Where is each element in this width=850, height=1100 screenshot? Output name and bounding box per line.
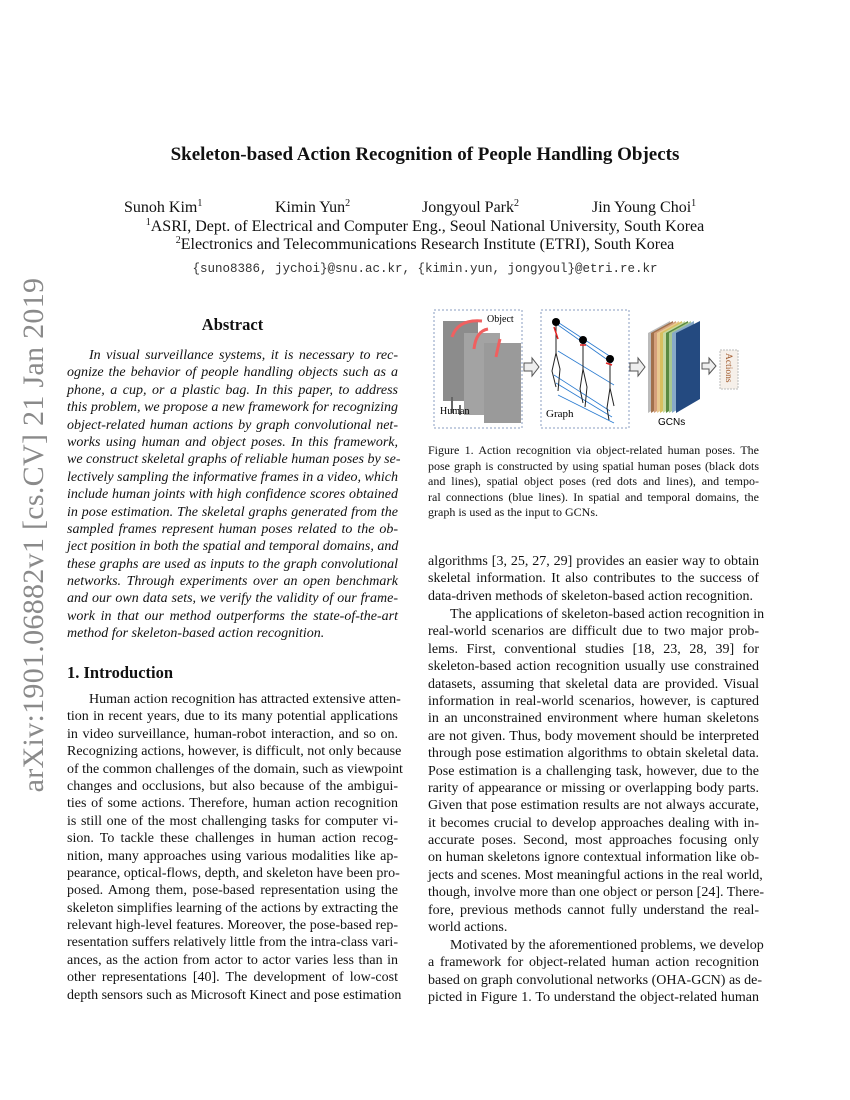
text-line: accurate poses. Second, most approaches focusing only — [428, 833, 759, 849]
text-line: ral connections (blue lines). In spatial and temporal domains, the — [428, 489, 759, 504]
text-line: and lines), spatial object poses (red dots and lines), and tempo- — [428, 474, 759, 489]
arrow-icon — [702, 358, 716, 374]
author: Kimin Yun$^2$ — [275, 198, 351, 216]
body-paragraph — [428, 553, 759, 605]
text-line: Motivated by the aforementioned problems, we develop — [450, 938, 764, 953]
text-line: posed. Among them, pose-based representation using the — [67, 883, 398, 899]
text-line: ject position in both the spatial and temporal domains, and — [67, 539, 399, 555]
body-paragraph — [428, 606, 765, 936]
text-line: is still one of the most challenging tasks for computer vi- — [67, 813, 398, 829]
text-line: are not given. Thus, body movement should be interpreted — [428, 728, 759, 744]
text-line: skeletal information. It also contributes to the success of — [428, 571, 759, 587]
text-line: it becomes crucial to develop approaches dealing with in- — [428, 815, 759, 831]
arrow-icon — [630, 358, 645, 376]
text-line: Figure 1. Action recognition via object-related human poses. The — [428, 443, 759, 457]
text-line: through pose estimation algorithms to obtain skeletal data. — [428, 746, 759, 762]
text-line: Given that pose estimation results are not always accurate, — [428, 798, 759, 814]
text-line: of the common challenges of the domain, such as viewpoint — [67, 761, 403, 777]
text-line: Human action recognition has attracted extensive atten- — [89, 692, 401, 707]
text-line: graph is used as the input to GCNs. — [428, 505, 598, 520]
text-line: resentation suffers relatively little from the intra-class vari- — [67, 935, 398, 951]
text-line: relevant high-level features. Moreover, the pose-based rep- — [67, 918, 398, 934]
text-line: Recognizing actions, however, is difficult, not only because — [67, 744, 402, 760]
text-line: we construct skeletal graphs of reliable human poses by se- — [67, 452, 401, 468]
text-line: in video surveillance, human-robot interaction, and so on. — [67, 726, 398, 742]
author: Jongyoul Park$^2$ — [422, 198, 519, 216]
introduction-body — [67, 691, 403, 1004]
affiliation: $^2$Electronics and Telecommunications Research Institute (ETRI), South Korea — [175, 235, 675, 253]
text-line: include human joints with high confidence scores obtained — [67, 487, 398, 503]
text-line: data-driven methods of skeleton-based action recognition. — [428, 588, 754, 604]
body-paragraph — [428, 937, 764, 1007]
text-line: object-related human actions by graph convolutional net- — [67, 417, 398, 433]
text-line: in pose estimation. The skeletal graphs generated from the — [67, 504, 398, 520]
object-label: Object — [487, 314, 514, 325]
author: Sunoh Kim$^1$ — [124, 198, 203, 216]
text-line: though, involve more than one object or person [24]. There- — [428, 885, 765, 901]
text-line: real-world scenarios are difficult due to two major prob- — [428, 624, 759, 640]
text-line: ances, as the action from actor to actor varies less than in — [67, 952, 398, 968]
text-line: lectively sampling the informative frames in a video, which — [67, 469, 398, 485]
human-label: Human — [440, 406, 470, 417]
text-line: nition, many approaches using various modalities like ap- — [67, 848, 398, 864]
text-line: other representations [40]. The development of low-cost — [67, 970, 398, 986]
text-line: skeleton simplifies learning of the actions by extracting the — [67, 900, 399, 916]
figure-1-caption — [428, 443, 759, 521]
text-line: changes and occlusions, but also because of the ambigui- — [67, 778, 398, 794]
figure-1 — [430, 305, 760, 435]
text-line: tion in recent years, due to its many potential applications — [67, 709, 398, 725]
text-line: work in that our method outperforms the state-of-the-art — [67, 608, 398, 624]
author: Jin Young Choi$^1$ — [592, 198, 697, 216]
text-line: sion. To tackle these challenges in human action recog- — [67, 831, 398, 847]
text-line: In visual surveillance systems, it is necessary to rec- — [89, 348, 398, 363]
text-line: phone, a cup, or a plastic bag. In this paper, to address — [67, 382, 398, 398]
text-line: world actions. — [428, 920, 508, 936]
text-line: fore, previous methods cannot fully understand the real- — [428, 902, 759, 918]
text-line: pose graph is constructed by using spatial human poses (black dots — [428, 458, 759, 473]
text-line: pearance, optical-flows, depth, and skeleton have been pro- — [67, 865, 400, 881]
text-line: skeleton-based action recognition usually use constrained — [428, 659, 759, 675]
text-line: a framework for object-related human action recognition — [428, 955, 759, 971]
text-line: lems. First, conventional studies [18, 23, 28, 39] for — [428, 641, 759, 657]
text-line: sampled frames represent human poses related to the ob- — [67, 521, 398, 537]
text-line: algorithms [3, 25, 27, 29] provides an easier way to obtain — [428, 554, 759, 569]
text-line: ties of some actions. Therefore, human action recognition — [67, 796, 398, 812]
text-line: this problem, we propose a new framework for recognizing — [67, 400, 398, 416]
text-line: depth sensors such as Microsoft Kinect and pose estimation — [67, 987, 402, 1003]
text-line: rarity of appearance or missing or overlapping body parts. — [428, 780, 759, 796]
text-line: method for skeleton-based action recognition. — [67, 626, 325, 642]
text-line: works using human and object poses. In this framework, — [67, 434, 398, 450]
text-line: information in real-world scenarios, however, is captured — [428, 693, 759, 709]
text-line: in an unconstrained environment where human skeletons — [428, 711, 759, 727]
text-line: The applications of skeleton-based action recognition in — [450, 607, 765, 622]
paper-title: Skeleton-based Action Recognition of People Handling Objects — [170, 144, 680, 165]
gcns-label: GCNs — [658, 417, 686, 428]
text-line: on human skeletons ignore contextual information like ob- — [428, 850, 759, 866]
text-line: datasets, assuming that skeletal data are provided. Visual — [428, 676, 759, 692]
gcn-layers — [648, 321, 700, 413]
text-line: networks. Through experiments over an open benchmark — [67, 574, 398, 590]
text-line: picted in Figure 1. To understand the object-related human — [428, 990, 759, 1006]
graph-label: Graph — [546, 408, 574, 420]
arrow-icon — [524, 358, 539, 376]
text-line: based on graph convolutional networks (OHA-GCN) as de- — [428, 972, 762, 988]
affiliation: $^1$ASRI, Dept. of Electrical and Computer Eng., Seoul National University, South Korea — [145, 217, 705, 235]
actions-label: Actions — [723, 353, 733, 383]
text-line: ognize the behavior of people handling objects such as a — [67, 365, 398, 381]
text-line: jects and scenes. Most meaningful actions in the real world, — [428, 867, 763, 883]
arxiv-stamp: arXiv:1901.06882v1 [cs.CV] 21 Jan 2019 — [17, 277, 50, 793]
author-emails: {suno8386, jychoi}@snu.ac.kr, {kimin.yun, jongyoul}@etri.re.kr — [192, 262, 658, 276]
abstract-heading: Abstract — [201, 315, 264, 334]
text-line: these graphs are used as inputs to the graph convolutional — [67, 556, 398, 572]
text-line: Pose estimation is a challenging task, however, due to the — [428, 763, 759, 779]
text-line: and our own data sets, we verify the validity of our frame- — [67, 591, 398, 607]
section-heading-introduction: 1. Introduction — [67, 663, 174, 682]
abstract-body — [67, 347, 401, 643]
